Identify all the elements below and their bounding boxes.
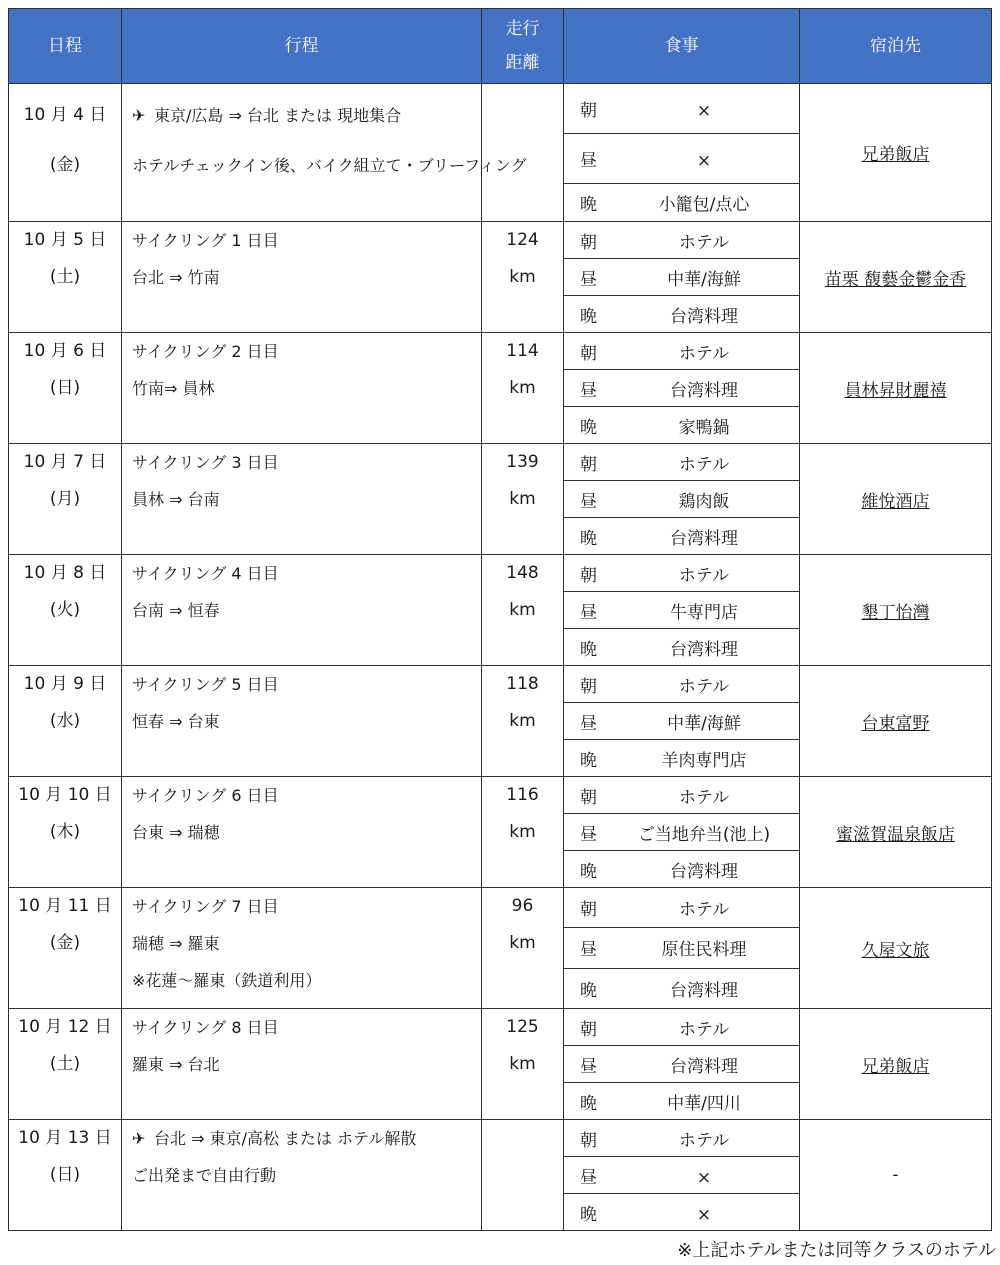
date-text: 10 月 8 日 <box>23 563 107 583</box>
distance-cell <box>482 84 564 222</box>
route-text: 台北 ⇒ 竹南 <box>132 268 220 287</box>
meal-lunch <box>564 928 800 968</box>
header-distance-line1: 走行 <box>505 19 540 39</box>
header-hotel: 宿泊先 <box>800 9 992 84</box>
meal-label: 昼 <box>580 491 597 512</box>
route-line <box>132 823 481 860</box>
distance-unit: km <box>509 933 536 953</box>
route-line <box>132 453 481 490</box>
route-line <box>132 601 481 638</box>
date-text: 10 月 9 日 <box>23 674 107 694</box>
route-text: サイクリング 7 日目 <box>132 897 279 916</box>
date-cell <box>9 333 122 444</box>
header-date: 日程 <box>9 9 122 84</box>
meal-value: × <box>696 101 712 121</box>
meal-label: 朝 <box>580 1130 597 1151</box>
hotel-cell <box>800 444 992 555</box>
date-text: 10 月 4 日 <box>23 105 107 125</box>
meal-label: 晩 <box>580 639 597 660</box>
distance-value: 114 <box>506 341 539 361</box>
route-text: サイクリング 4 日目 <box>132 564 279 583</box>
date-cell <box>9 555 122 666</box>
distance-value: 139 <box>506 452 539 472</box>
route-line <box>132 106 481 156</box>
meal-label: 昼 <box>580 151 597 171</box>
distance-value: 96 <box>511 896 534 916</box>
meal-value: 中華/海鮮 <box>667 713 741 734</box>
meal-breakfast <box>564 444 800 481</box>
distance-value <box>482 93 563 130</box>
meal-label: 朝 <box>580 454 597 475</box>
route-text: サイクリング 2 日目 <box>132 342 279 361</box>
date-text: 10 月 6 日 <box>23 341 107 361</box>
distance-unit: km <box>509 378 536 398</box>
meal-value: ホテル <box>678 900 730 921</box>
route-line <box>132 342 481 379</box>
weekday-text: (日) <box>49 1165 81 1185</box>
meal-value: 台湾料理 <box>670 861 738 882</box>
date-cell <box>9 84 122 222</box>
meal-lunch <box>564 592 800 629</box>
day-row <box>9 1009 992 1046</box>
distance-cell <box>482 1120 564 1231</box>
meal-lunch <box>564 1157 800 1194</box>
meal-dinner <box>564 1194 800 1231</box>
meal-value: 小籠包/点心 <box>658 195 750 215</box>
meal-label: 晩 <box>580 417 597 438</box>
distance-value: 148 <box>506 563 539 583</box>
meal-label: 晩 <box>580 306 597 327</box>
hotel-link[interactable]: 蜜滋賀温泉飯店 <box>836 824 955 845</box>
date-text: 10 月 12 日 <box>18 1017 112 1037</box>
meal-dinner <box>564 518 800 555</box>
route-line <box>132 712 481 749</box>
distance-unit: km <box>509 711 536 731</box>
route-text: 恒春 ⇒ 台東 <box>132 712 220 731</box>
day-row <box>9 333 992 370</box>
itinerary-table <box>8 8 992 1231</box>
distance-value: 124 <box>506 230 539 250</box>
meal-value: ホテル <box>678 565 730 586</box>
hotel-cell <box>800 888 992 1009</box>
day-row <box>9 1120 992 1157</box>
meal-dinner <box>564 1083 800 1120</box>
distance-cell <box>482 222 564 333</box>
meal-dinner <box>564 407 800 444</box>
date-cell <box>9 777 122 888</box>
weekday-text: (木) <box>49 822 81 842</box>
meal-breakfast <box>564 222 800 259</box>
meal-label: 朝 <box>580 787 597 808</box>
route-text: 台東 ⇒ 瑞穂 <box>132 823 220 842</box>
meal-lunch <box>564 703 800 740</box>
route-text: 員林 ⇒ 台南 <box>132 490 220 509</box>
meal-value: ホテル <box>678 1019 730 1040</box>
route-text: 瑞穂 ⇒ 羅東 <box>132 934 220 953</box>
hotel-link[interactable]: 台東富野 <box>861 713 930 734</box>
meal-breakfast <box>564 777 800 814</box>
meal-label: 朝 <box>580 101 597 121</box>
route-text: 羅東 ⇒ 台北 <box>132 1055 220 1074</box>
route-cell <box>122 666 482 777</box>
weekday-text: (日) <box>49 378 81 398</box>
hotel-link[interactable]: 苗栗 馥藝金鬱金香 <box>824 269 967 290</box>
route-text: 台南 ⇒ 恒春 <box>132 601 220 620</box>
route-line <box>132 897 481 934</box>
distance-cell <box>482 888 564 1009</box>
distance-value: 125 <box>506 1017 539 1037</box>
distance-cell <box>482 555 564 666</box>
date-text: 10 月 13 日 <box>18 1128 112 1148</box>
meal-value: ホテル <box>678 1130 730 1151</box>
header-route: 行程 <box>122 9 482 84</box>
day-row <box>9 444 992 481</box>
meal-value: 牛専門店 <box>670 602 738 623</box>
route-text: ホテルチェックイン後、バイク組立て・ブリーフィング <box>132 156 527 175</box>
hotel-cell <box>800 333 992 444</box>
route-text: サイクリング 3 日目 <box>132 453 279 472</box>
route-text: サイクリング 5 日目 <box>132 675 279 694</box>
hotel-cell <box>800 666 992 777</box>
meal-value: 台湾料理 <box>670 306 738 327</box>
meal-label: 昼 <box>580 940 597 961</box>
hotel-cell <box>800 777 992 888</box>
meal-value: 中華/海鮮 <box>667 269 741 290</box>
route-text: ご出発まで自由行動 <box>132 1166 277 1185</box>
hotel-none: - <box>892 1165 899 1185</box>
meal-value: 台湾料理 <box>670 980 738 1001</box>
meal-label: 晩 <box>580 861 597 882</box>
hotel-link[interactable]: 兄弟飯店 <box>861 1056 930 1077</box>
meal-breakfast <box>564 666 800 703</box>
distance-cell <box>482 777 564 888</box>
meal-dinner <box>564 968 800 1008</box>
hotel-link[interactable]: 久屋文旅 <box>861 940 930 961</box>
weekday-text: (土) <box>49 1054 81 1074</box>
route-cell <box>122 84 527 222</box>
date-cell <box>9 222 122 333</box>
hotel-link[interactable]: 員林昇財麗禧 <box>844 380 947 401</box>
meal-dinner <box>564 184 800 222</box>
date-cell <box>9 1009 122 1120</box>
meal-label: 朝 <box>580 232 597 253</box>
meal-lunch <box>564 481 800 518</box>
meal-value: 羊肉専門店 <box>661 750 747 771</box>
route-text: サイクリング 6 日目 <box>132 786 279 805</box>
route-cell <box>122 555 482 666</box>
route-line <box>132 675 481 712</box>
route-line <box>132 564 481 601</box>
meal-value: 鶏肉飯 <box>678 491 730 512</box>
weekday-text: (火) <box>49 600 81 620</box>
date-cell <box>9 888 122 1009</box>
meal-label: 晩 <box>580 195 597 215</box>
meal-breakfast <box>564 333 800 370</box>
header-row <box>9 9 992 84</box>
meal-value: ホテル <box>678 787 730 808</box>
distance-cell <box>482 1009 564 1120</box>
route-line <box>132 934 481 971</box>
route-text: 竹南⇒ 員林 <box>132 379 215 398</box>
route-text: 東京/広島 ⇒ 台北 または 現地集合 <box>154 106 402 125</box>
route-cell <box>122 222 482 333</box>
route-text: サイクリング 1 日目 <box>132 231 279 250</box>
route-cell <box>122 888 482 1009</box>
date-text: 10 月 5 日 <box>23 230 107 250</box>
route-line <box>132 379 481 416</box>
meal-lunch <box>564 134 800 184</box>
route-line <box>132 1055 481 1092</box>
meal-breakfast <box>564 1120 800 1157</box>
meal-lunch <box>564 259 800 296</box>
header-distance-line2: 距離 <box>505 53 540 73</box>
weekday-text: (月) <box>49 489 81 509</box>
meal-label: 昼 <box>580 1056 597 1077</box>
meal-lunch <box>564 1046 800 1083</box>
meal-value: × <box>696 1167 712 1188</box>
date-cell <box>9 444 122 555</box>
meal-value: 原住民料理 <box>661 940 747 961</box>
meal-dinner <box>564 296 800 333</box>
date-cell <box>9 1120 122 1231</box>
date-text: 10 月 11 日 <box>18 896 112 916</box>
distance-cell <box>482 666 564 777</box>
hotel-link[interactable]: 墾丁怡灣 <box>861 602 930 623</box>
hotel-cell <box>800 84 992 222</box>
route-line <box>132 1129 481 1166</box>
distance-unit: km <box>509 1054 536 1074</box>
meal-breakfast <box>564 84 800 134</box>
route-cell <box>122 333 482 444</box>
meal-label: 昼 <box>580 602 597 623</box>
route-cell <box>122 777 482 888</box>
meal-value: ご当地弁当(池上) <box>637 824 771 845</box>
day-row <box>9 84 992 134</box>
meal-value: × <box>696 151 712 171</box>
distance-unit: km <box>509 489 536 509</box>
hotel-cell <box>800 1120 992 1231</box>
route-cell <box>122 444 482 555</box>
route-line <box>132 1018 481 1055</box>
meal-value: × <box>696 1204 712 1225</box>
meal-lunch <box>564 370 800 407</box>
distance-value: 116 <box>506 785 539 805</box>
route-text: ※花蓮～羅東（鉄道利用） <box>132 971 322 990</box>
date-cell <box>9 666 122 777</box>
route-line <box>132 231 481 268</box>
meal-label: 晩 <box>580 980 597 1001</box>
meal-label: 昼 <box>580 380 597 401</box>
meal-value: 台湾料理 <box>670 528 738 549</box>
distance-unit <box>482 1166 563 1203</box>
distance-unit: km <box>509 267 536 287</box>
route-text: サイクリング 8 日目 <box>132 1018 279 1037</box>
meal-value: 中華/四川 <box>667 1093 741 1114</box>
route-line <box>132 490 481 527</box>
meal-value: 台湾料理 <box>670 1056 738 1077</box>
route-line <box>132 268 481 305</box>
footnote: ※上記ホテルまたは同等クラスのホテル <box>677 1240 996 1261</box>
day-row <box>9 777 992 814</box>
meal-dinner <box>564 851 800 888</box>
route-text: 台北 ⇒ 東京/高松 または ホテル解散 <box>154 1129 417 1148</box>
hotel-link[interactable]: 兄弟飯店 <box>861 145 930 165</box>
header-meals: 食事 <box>564 9 800 84</box>
distance-value: 118 <box>506 674 539 694</box>
distance-unit: km <box>509 822 536 842</box>
meal-label: 晩 <box>580 528 597 549</box>
distance-cell <box>482 333 564 444</box>
route-line <box>132 1166 481 1203</box>
route-line <box>132 786 481 823</box>
weekday-text: (水) <box>49 711 81 731</box>
date-text: 10 月 7 日 <box>23 452 107 472</box>
meal-value: ホテル <box>678 676 730 697</box>
meal-label: 晩 <box>580 1204 597 1225</box>
meal-value: ホテル <box>678 343 730 364</box>
day-row <box>9 666 992 703</box>
day-row <box>9 222 992 259</box>
date-text: 10 月 10 日 <box>18 785 112 805</box>
hotel-cell <box>800 222 992 333</box>
hotel-cell <box>800 1009 992 1120</box>
meal-label: 昼 <box>580 824 597 845</box>
airplane-icon: ✈ <box>132 106 146 125</box>
meal-dinner <box>564 740 800 777</box>
meal-label: 晩 <box>580 1093 597 1114</box>
meal-breakfast <box>564 1009 800 1046</box>
meal-value: 家鴨鍋 <box>678 417 730 438</box>
meal-value: 台湾料理 <box>670 639 738 660</box>
distance-unit: km <box>509 600 536 620</box>
day-row <box>9 555 992 592</box>
meal-label: 昼 <box>580 713 597 734</box>
meal-label: 昼 <box>580 269 597 290</box>
distance-value <box>482 1129 563 1166</box>
hotel-link[interactable]: 維悅酒店 <box>861 491 930 512</box>
distance-cell <box>482 444 564 555</box>
meal-value: ホテル <box>678 232 730 253</box>
route-cell <box>122 1009 482 1120</box>
meal-breakfast <box>564 555 800 592</box>
meal-label: 昼 <box>580 1167 597 1188</box>
weekday-text: (金) <box>49 155 81 175</box>
meal-breakfast <box>564 888 800 928</box>
meal-label: 朝 <box>580 565 597 586</box>
meal-value: ホテル <box>678 454 730 475</box>
meal-dinner <box>564 629 800 666</box>
route-line <box>132 156 527 193</box>
meal-label: 晩 <box>580 750 597 771</box>
route-line <box>132 971 481 1008</box>
airplane-icon: ✈ <box>132 1129 146 1148</box>
weekday-text: (土) <box>49 267 81 287</box>
meal-label: 朝 <box>580 1019 597 1040</box>
weekday-text: (金) <box>49 933 81 953</box>
route-cell <box>122 1120 482 1231</box>
meal-value: 台湾料理 <box>670 380 738 401</box>
day-row <box>9 888 992 928</box>
meal-lunch <box>564 814 800 851</box>
header-distance <box>482 9 564 84</box>
hotel-cell <box>800 555 992 666</box>
meal-label: 朝 <box>580 343 597 364</box>
meal-label: 朝 <box>580 900 597 921</box>
meal-label: 朝 <box>580 676 597 697</box>
